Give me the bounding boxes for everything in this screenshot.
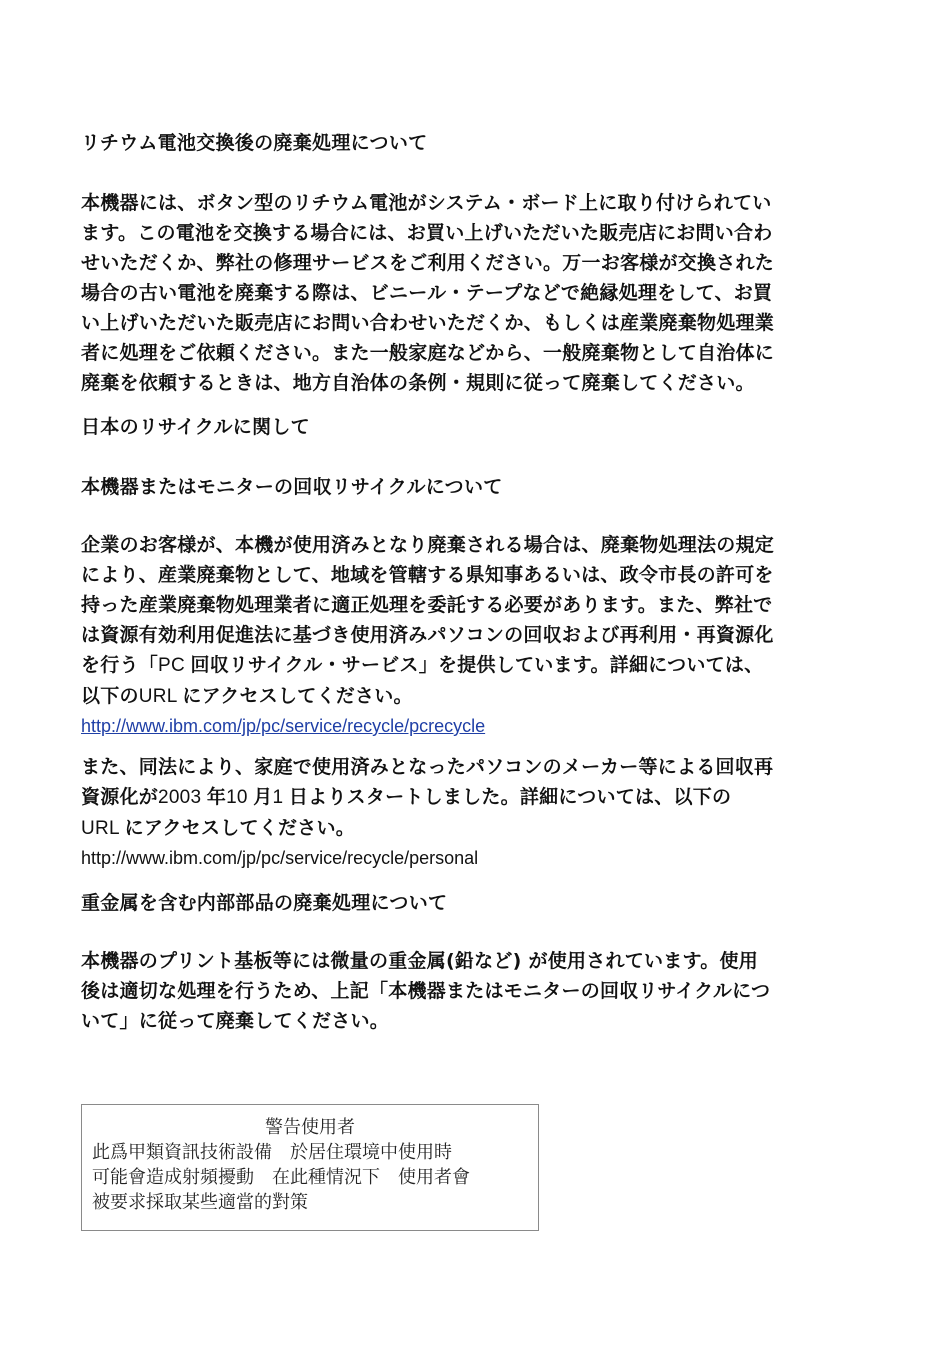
text-line: 後は適切な処理を行うため、上記「本機器またはモニターの回収リサイクルにつ [81,980,771,1002]
text-line [81,782,811,813]
text-fragment: 年 [206,786,227,808]
heading-battery-disposal: リチウム電池交換後の廃棄処理について [81,132,428,154]
text-fragment: にアクセスしてください。 [124,817,356,839]
text-line: 場合の古い電池を廃棄する際は、ビニール・テープなどで絶縁処理をして、お買 [81,282,773,304]
text-fragment: 回収リサイクル・サービス」を提供しています。詳細については、 [190,654,764,676]
notice-line: 此爲甲類資訊技術設備 於居住環境中使用時 [92,1142,452,1163]
document-body [81,128,811,1036]
text-line [81,650,811,681]
text-line: ます。この電池を交換する場合には、お買い上げいただいた販売店にお問い合わ [81,222,773,244]
notice-title: 警告使用者 [265,1117,355,1138]
text-line [81,681,811,712]
heading-heavy-metal-disposal: 重金属を含む内部部品の廃棄処理について [81,892,448,914]
text-line: 廃棄を依頼するときは、地方自治体の条例・規則に従って廃棄してください。 [81,372,755,394]
date-month: 10 [226,787,254,808]
pc-recycle-link[interactable]: http://www.ibm.com/jp/pc/service/recycle/pcrecycle [81,716,486,736]
paragraph-battery-disposal [81,188,811,398]
text-line: 者に処理をご依頼ください。また一般家庭などから、一般廃棄物として自治体に [81,342,775,364]
personal-recycle-url: http://www.ibm.com/jp/pc/service/recycle/personal [81,848,479,868]
text-line: 持った産業廃棄物処理業者に適正処理を委託する必要があります。また、弊社で [81,594,773,616]
bsmi-warning-notice [81,1104,539,1231]
text-fragment: 月 [253,786,273,808]
text-fragment: にアクセスしてください。 [182,685,413,707]
text-line: い上げいただいた販売店にお問い合わせいただくか、もしくは産業廃棄物処理業 [81,312,775,334]
text-fragment: 日よりスタートしました。詳細については、以下の [288,786,732,808]
text-line: せいただくか、弊社の修理サービスをご利用ください。万一お客様が交換された [81,252,775,274]
text-fragment: を行う「 [81,654,159,676]
paragraph-heavy-metal-disposal [81,946,811,1036]
text-fragment: PC [158,655,191,676]
notice-line: 被要求採取某些適當的對策 [92,1192,308,1213]
text-line: 本機器のプリント基板等には微量の重金属(鉛など) が使用されています。使用 [81,950,758,972]
heading-recycling-japan: 日本のリサイクルに関して [81,416,310,438]
date-year: 2003 [158,787,207,808]
text-line: により、産業廃棄物として、地域を管轄する県知事あるいは、政令市長の許可を [81,564,774,586]
text-line: いて」に従って廃棄してください。 [81,1010,390,1032]
date-day: 1 [272,787,289,808]
notice-line: 可能會造成射頻擾動 在此種情況下 使用者會 [92,1167,470,1188]
text-line: は資源有効利用促進法に基づき使用済みパソコンの回収および再利用・再資源化 [81,624,774,646]
paragraph-household-recycling [81,752,811,844]
paragraph-pc-recycling [81,530,811,712]
text-fragment: 以下の [81,685,139,707]
text-line: 本機器には、ボタン型のリチウム電池がシステム・ボード上に取り付けられてい [81,192,772,214]
heading-pc-recycling: 本機器またはモニターの回収リサイクルについて [81,476,503,498]
text-fragment: URL [81,818,125,839]
text-fragment: URL [138,686,183,707]
text-line [81,813,811,844]
text-fragment: 資源化が [81,786,159,808]
text-line: 企業のお客様が、本機が使用済みとなり廃棄される場合は、廃棄物処理法の規定 [81,534,775,556]
text-line: また、同法により、家庭で使用済みとなったパソコンのメーカー等による回収再 [81,756,774,778]
